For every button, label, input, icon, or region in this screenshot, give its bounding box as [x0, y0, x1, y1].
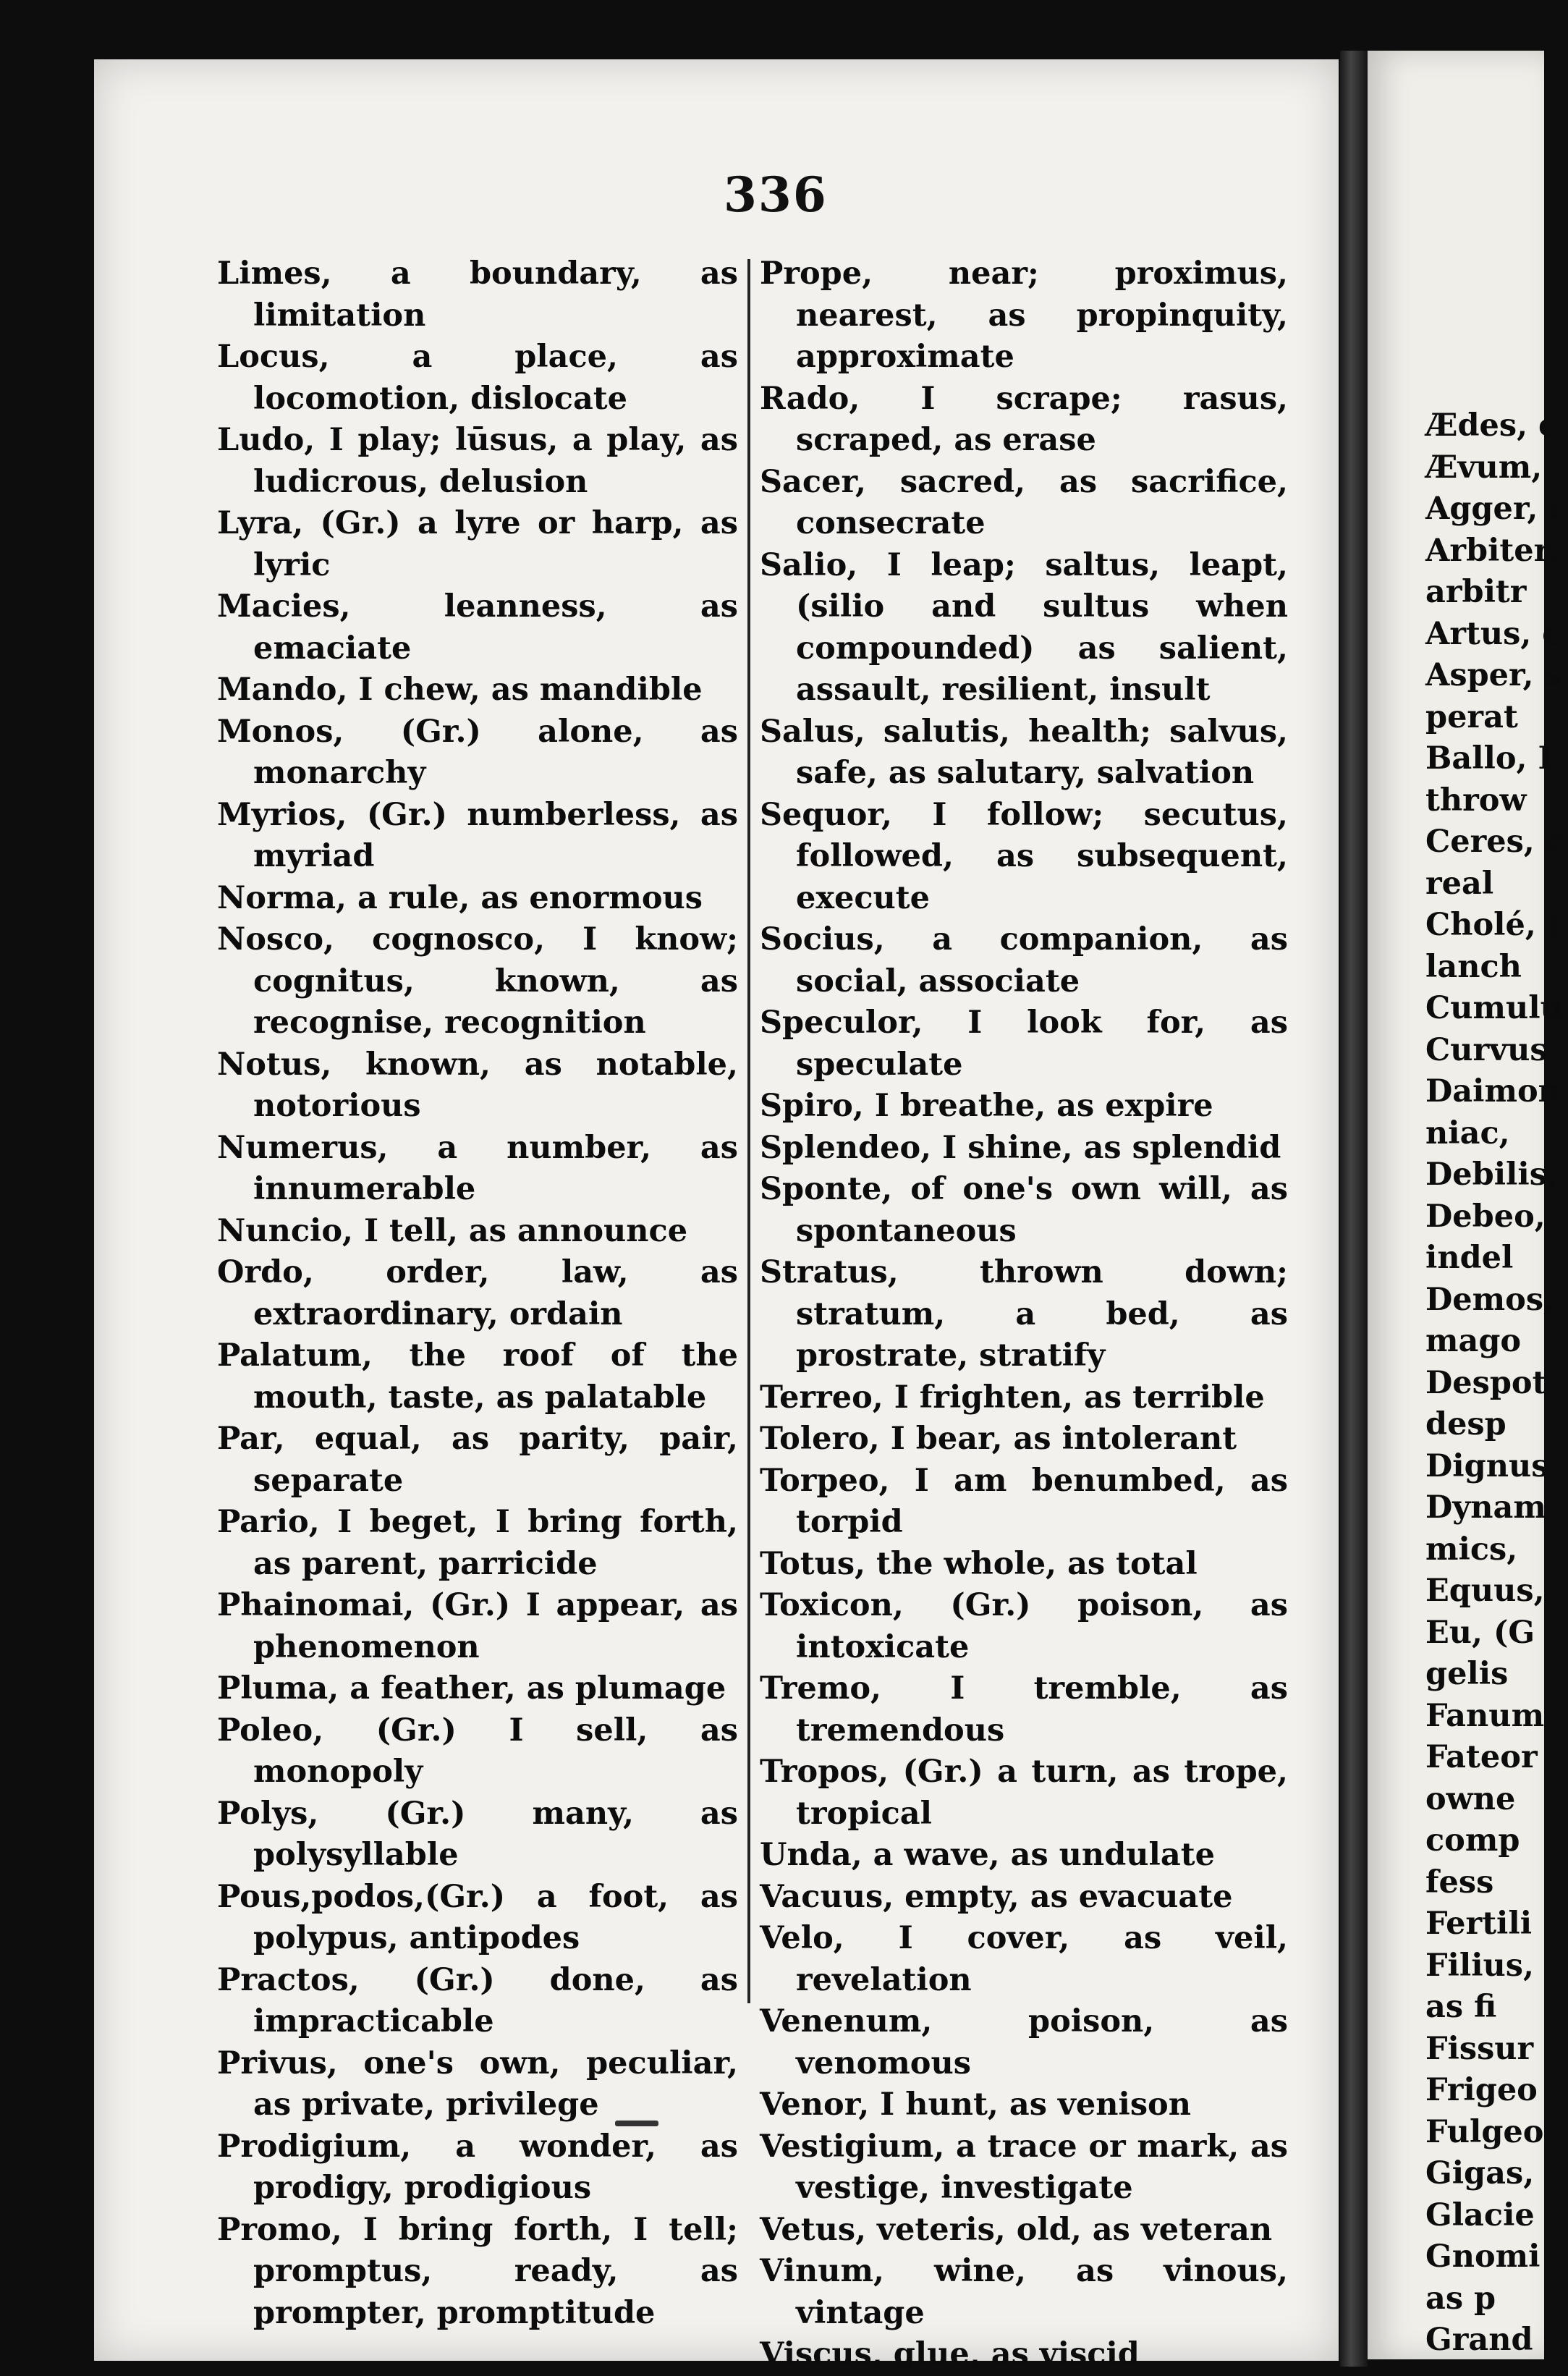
facing-page-fragment: indel — [1425, 1240, 1514, 1276]
facing-page-fragment: as fi — [1425, 1989, 1497, 2025]
facing-page-fragment: Agger, c — [1425, 491, 1568, 527]
facing-page-fragment: owne — [1425, 1780, 1516, 1817]
facing-page-fragment: arbitr — [1425, 574, 1527, 610]
column-divider — [747, 259, 750, 2003]
facing-page-fragment: lanch — [1425, 948, 1522, 985]
facing-page-fragment: perat — [1425, 698, 1518, 735]
dictionary-entry: Torpeo, I am benumbed, as torpid — [760, 1462, 1288, 1540]
facing-page-fragment: Gigas, — [1425, 2155, 1535, 2191]
left-column — [217, 253, 738, 2334]
page-number: 336 — [724, 166, 828, 223]
dictionary-entry: Salus, salutis, health; salvus, safe, as salutary, salvation — [760, 713, 1288, 791]
book-gutter — [1340, 51, 1368, 2367]
facing-page-fragment: Curvus — [1425, 1031, 1548, 1068]
dictionary-entry: Promo, I bring forth, I tell; promptus, ready, as prompter, promptitude — [217, 2211, 738, 2331]
dictionary-entry: Sponte, of one's own will, as spontaneous — [760, 1171, 1288, 1249]
dictionary-entry: Venor, I hunt, as venison — [760, 2087, 1191, 2123]
facing-page-fragment: comp — [1425, 1822, 1520, 1859]
dictionary-entry: Speculor, I look for, as speculate — [760, 1005, 1288, 1083]
dictionary-entry: Vacuus, empty, as evacuate — [760, 1878, 1233, 1915]
dictionary-entry: Tolero, I bear, as intolerant — [760, 1421, 1237, 1457]
dictionary-entry: Vestigium, a trace or mark, as vestige, investigate — [760, 2128, 1288, 2206]
facing-page-fragment: desp — [1425, 1406, 1506, 1442]
facing-page-fragment: Despot — [1425, 1364, 1547, 1401]
facing-page — [1368, 51, 1568, 2359]
facing-page-fragment: Eu, (G — [1425, 1614, 1535, 1651]
dictionary-entry: Rado, I scrape; rasus, scraped, as erase — [760, 380, 1288, 458]
facing-page-fragment: as p — [1425, 2280, 1496, 2317]
dictionary-entry: Privus, one's own, peculiar, as private, privilege — [217, 2045, 738, 2123]
facing-page-fragment: Daimon — [1425, 1073, 1561, 1109]
facing-page-fragment: Ceres, c — [1425, 824, 1564, 860]
facing-page-fragment: Glacie — [1425, 2197, 1535, 2233]
dictionary-entry: Nuncio, I tell, as announce — [217, 1212, 688, 1249]
facing-page-fragment: Equus, — [1425, 1573, 1545, 1609]
right-column — [760, 253, 1288, 2376]
facing-page-fragment: Artus, c — [1425, 615, 1561, 652]
dictionary-entry: Prope, near; proximus, nearest, as propinquity, approximate — [760, 255, 1288, 375]
facing-page-fragment: Dignus — [1425, 1447, 1549, 1484]
dictionary-entry: Sequor, I follow; secutus, followed, as subsequent, execute — [760, 796, 1288, 916]
dictionary-entry: Locus, a place, as locomotion, dislocate — [217, 339, 738, 417]
dictionary-entry: Venenum, poison, as venomous — [760, 2003, 1288, 2081]
dictionary-entry: Par, equal, as parity, pair, separate — [217, 1421, 738, 1499]
dictionary-entry: Numerus, a number, as innumerable — [217, 1129, 738, 1207]
dictionary-entry: Toxicon, (Gr.) poison, as intoxicate — [760, 1587, 1288, 1665]
facing-page-fragment: mago — [1425, 1323, 1522, 1359]
facing-page-fragment: Dynam — [1425, 1489, 1546, 1526]
dictionary-entry: Mando, I chew, as mandible — [217, 672, 703, 708]
facing-page-fragment: niac, — [1425, 1115, 1510, 1151]
dictionary-entry: Pous,podos,(Gr.) a foot, as polypus, antipodes — [217, 1878, 738, 1956]
facing-page-fragment: throw — [1425, 782, 1527, 819]
dictionary-entry: Salio, I leap; saltus, leapt, (silio and sultus when compounded) as salient, assault, resilient, insult — [760, 546, 1288, 708]
facing-page-fragment: Gnomi — [1425, 2238, 1541, 2275]
facing-page-fragment: Ævum, — [1425, 449, 1543, 486]
dictionary-entry: Lyra, (Gr.) a lyre or harp, as lyric — [217, 505, 738, 583]
facing-page-fragment: Fissur — [1425, 2030, 1534, 2067]
dictionary-entry: Totus, the whole, as total — [760, 1545, 1198, 1582]
facing-page-fragment: Demos, — [1425, 1281, 1555, 1318]
dictionary-entry: Stratus, thrown down; stratum, a bed, as prostrate, stratify — [760, 1254, 1288, 1374]
facing-page-fragment: Ædes, c — [1425, 407, 1558, 444]
dictionary-entry: Tropos, (Gr.) a turn, as trope, tropical — [760, 1754, 1288, 1832]
dictionary-entry: Pario, I beget, I bring forth, as parent, parricide — [217, 1504, 738, 1582]
dictionary-entry: Velo, I cover, as veil, revelation — [760, 1920, 1288, 1998]
facing-page-fragment: Ballo, I — [1425, 740, 1553, 777]
facing-page-fragment: Fertili — [1425, 1906, 1533, 1942]
facing-page-fragment: Cumulu — [1425, 990, 1563, 1026]
dictionary-entry: Palatum, the roof of the mouth, taste, as palatable — [217, 1337, 738, 1416]
facing-page-fragment: Fateor — [1425, 1739, 1538, 1775]
facing-page-fragment: Arbiter, — [1425, 532, 1559, 569]
dictionary-entry: Sacer, sacred, as sacrifice, consecrate — [760, 463, 1288, 541]
facing-page-fragment: mics, — [1425, 1531, 1518, 1568]
dictionary-entry: Notus, known, as notable, notorious — [217, 1046, 738, 1124]
facing-page-fragment: Fanum — [1425, 1697, 1545, 1734]
facing-page-fragment: gelis — [1425, 1656, 1509, 1692]
dictionary-entry: Spiro, I breathe, as expire — [760, 1088, 1213, 1124]
facing-page-fragment: fess — [1425, 1864, 1494, 1901]
facing-page-fragment: Frigeo — [1425, 2072, 1538, 2108]
dictionary-entry: Ordo, order, law, as extraordinary, ordain — [217, 1254, 738, 1332]
dictionary-entry: Phainomai, (Gr.) I appear, as phenomenon — [217, 1587, 738, 1665]
dictionary-entry: Vetus, veteris, old, as veteran — [760, 2211, 1273, 2248]
facing-page-fragment: Cholé, ( — [1425, 907, 1562, 943]
dictionary-entry: Limes, a boundary, as limitation — [217, 255, 738, 334]
facing-page-fragment: Debilis, — [1425, 1157, 1558, 1193]
dictionary-entry: Unda, a wave, as undulate — [760, 1837, 1215, 1873]
dictionary-entry: Practos, (Gr.) done, as impracticable — [217, 1961, 738, 2039]
dictionary-entry: Macies, leanness, as emaciate — [217, 588, 738, 667]
dictionary-entry: Tremo, I tremble, as tremendous — [760, 1670, 1288, 1749]
dictionary-entry: Pluma, a feather, as plumage — [217, 1670, 726, 1707]
dictionary-entry: Terreo, I frighten, as terrible — [760, 1379, 1265, 1416]
dictionary-entry: Prodigium, a wonder, as prodigy, prodigious — [217, 2128, 738, 2206]
facing-page-fragment: Filius, — [1425, 1947, 1534, 1984]
dictionary-entry: Myrios, (Gr.) numberless, as myriad — [217, 796, 738, 874]
dictionary-entry: Viscus, glue, as viscid — [760, 2336, 1140, 2372]
dictionary-entry: Norma, a rule, as enormous — [217, 879, 703, 916]
dictionary-entry: Splendeo, I shine, as splendid — [760, 1129, 1281, 1166]
dictionary-entry: Monos, (Gr.) alone, as monarchy — [217, 713, 738, 791]
dictionary-entry: Ludo, I play; lūsus, a play, as ludicrous, delusion — [217, 422, 738, 500]
facing-page-fragment: real — [1425, 865, 1494, 902]
facing-page-fragment: Grand — [1425, 2322, 1533, 2358]
facing-page-fragment: Debeo, — [1425, 1198, 1546, 1235]
dictionary-entry: Poleo, (Gr.) I sell, as monopoly — [217, 1712, 738, 1790]
dictionary-entry: Vinum, wine, as vinous, vintage — [760, 2253, 1288, 2331]
dictionary-entry: Polys, (Gr.) many, as polysyllable — [217, 1795, 738, 1873]
facing-page-fragment: Fulgeo — [1425, 2113, 1544, 2150]
dictionary-entry: Socius, a companion, as social, associate — [760, 921, 1288, 999]
facing-page-fragment: Asper, s — [1425, 657, 1562, 693]
dictionary-entry: Nosco, cognosco, I know; cognitus, known, as recognise, recognition — [217, 921, 738, 1041]
footer-ornament — [615, 2121, 658, 2126]
facing-page-column — [1425, 405, 1568, 2362]
